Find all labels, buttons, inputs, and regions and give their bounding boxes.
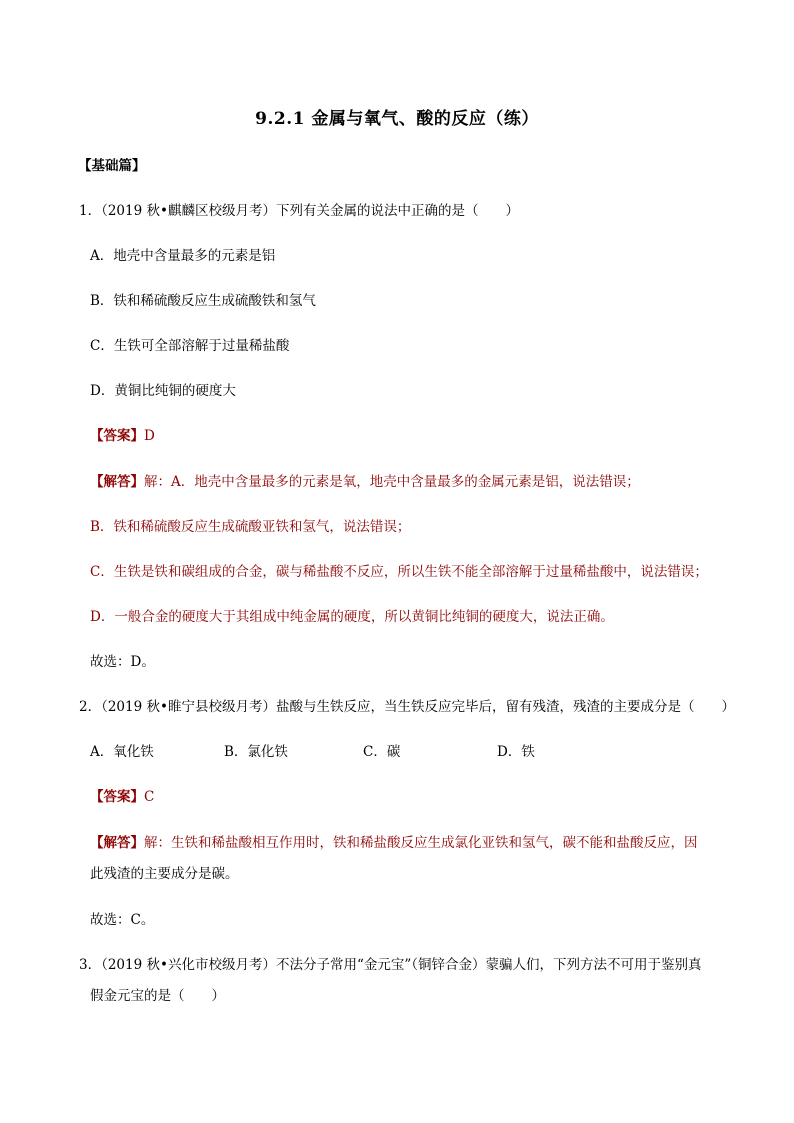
question-1-option-b: B．铁和稀硫酸反应生成硫酸铁和氢气 xyxy=(90,293,316,309)
question-1-option-a: A．地壳中含量最多的元素是铝 xyxy=(90,248,276,264)
question-1-analysis-line-2: B．铁和稀硫酸反应生成硫酸亚铁和氢气，说法错误； xyxy=(90,519,411,535)
question-1-analysis-line-3: C．生铁是铁和碳组成的合金，碳与稀盐酸不反应，所以生铁不能全部溶解于过量稀盐酸中，说法错误； xyxy=(90,564,708,580)
question-2-stem: 2．（2019 秋•睢宁县校级月考）盐酸与生铁反应，当生铁反应完毕后，留有残渣，残渣的主要成分是（ ） xyxy=(79,699,735,715)
analysis-text: 解：生铁和稀盐酸相互作用时，铁和稀盐酸反应生成氯化亚铁和氢气，碳不能和盐酸反应，因 xyxy=(144,835,698,851)
question-3-stem-line-2: 假金元宝的是（ ） xyxy=(90,988,225,1004)
question-2-options xyxy=(90,742,535,762)
question-3-stem-line-1: 3．（2019 秋•兴化市校级月考）不法分子常用“金元宝”（铜锌合金）蒙骗人们，下列方法不可用于鉴别真 xyxy=(79,957,702,973)
question-2-answer xyxy=(90,787,154,807)
question-1-answer xyxy=(90,426,155,446)
question-1-analysis-line-1 xyxy=(90,472,640,492)
answer-value: D xyxy=(144,428,155,444)
page-title: 9.2.1 金属与氧气、酸的反应（练） xyxy=(255,109,539,129)
question-2-analysis-line-2: 此残渣的主要成分是碳。 xyxy=(90,866,239,882)
question-1-stem: 1．（2019 秋•麒麟区校级月考）下列有关金属的说法中正确的是（ ） xyxy=(79,203,519,219)
analysis-label: 【解答】 xyxy=(90,474,144,490)
question-2-option-a: A．氧化铁 xyxy=(90,744,154,760)
answer-label: 【答案】 xyxy=(90,789,144,805)
analysis-label: 【解答】 xyxy=(90,835,144,851)
question-1-choose: 故选：D。 xyxy=(90,654,155,670)
question-1-analysis-line-4: D．一般合金的硬度大于其组成中纯金属的硬度，所以黄铜比纯铜的硬度大，说法正确。 xyxy=(90,609,614,625)
question-1-option-d: D．黄铜比纯铜的硬度大 xyxy=(90,383,236,399)
question-2-option-b: B．氯化铁 xyxy=(224,744,288,760)
answer-label: 【答案】 xyxy=(90,428,144,444)
section-heading: 【基础篇】 xyxy=(78,158,146,174)
question-2-choose: 故选：C。 xyxy=(90,912,155,928)
question-2-analysis-line-1 xyxy=(90,833,698,853)
question-2-option-c: C．碳 xyxy=(363,744,401,760)
answer-value: C xyxy=(144,789,155,805)
question-2-option-d: D．铁 xyxy=(497,744,535,760)
analysis-text: 解：A．地壳中含量最多的元素是氧，地壳中含量最多的金属元素是铝，说法错误； xyxy=(144,474,640,490)
question-1-option-c: C．生铁可全部溶解于过量稀盐酸 xyxy=(90,338,290,354)
